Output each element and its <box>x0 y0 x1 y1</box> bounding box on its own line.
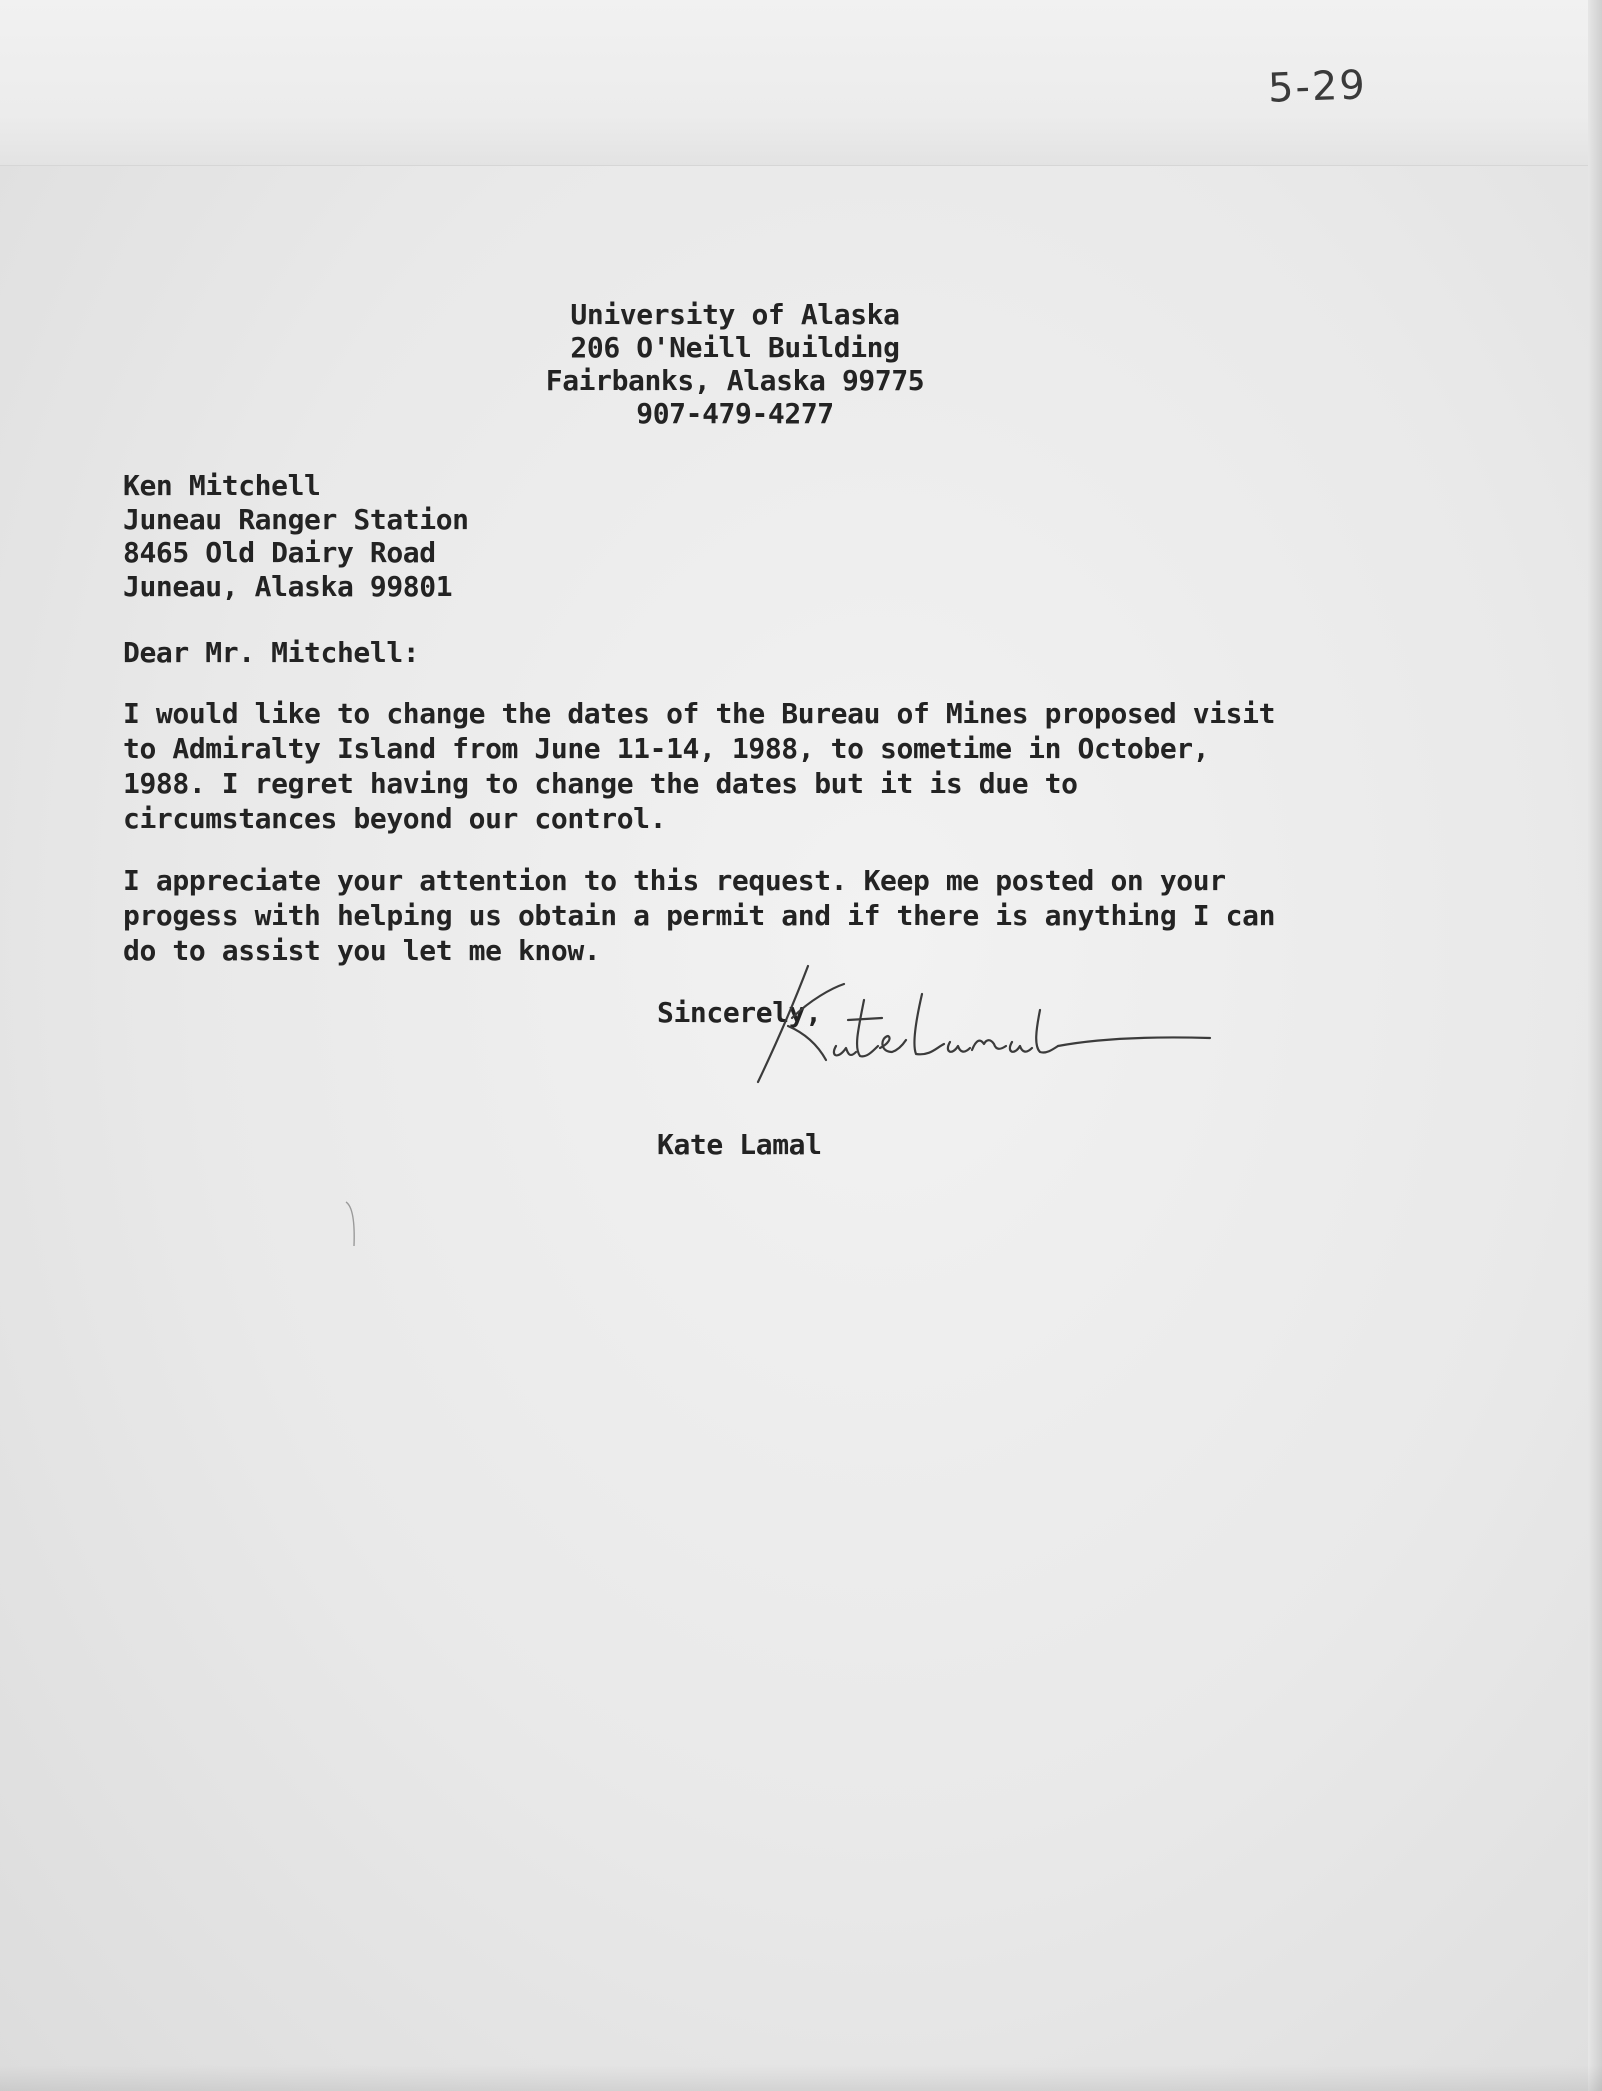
letterhead-building: 206 O'Neill Building <box>570 331 900 364</box>
recipient-office: Juneau Ranger Station <box>123 502 469 536</box>
recipient-name: Ken Mitchell <box>123 469 321 502</box>
body-line: 1988. I regret having to change the dates but it is due to <box>123 767 1078 800</box>
salutation: Dear Mr. Mitchell: <box>123 636 420 669</box>
letterhead <box>500 298 970 430</box>
recipient-street: 8465 Old Dairy Road <box>123 536 436 569</box>
scan-right-edge <box>1588 0 1602 2091</box>
body-line: I appreciate your attention to this request. Keep me posted on your <box>123 864 1226 897</box>
paper-scuff-mark <box>345 1200 357 1248</box>
scan-bottom-shadow <box>0 2065 1602 2091</box>
recipient-city: Juneau, Alaska 99801 <box>123 569 453 603</box>
body-line: progess with helping us obtain a permit and if there is anything I can <box>123 899 1276 932</box>
body-paragraph-1 <box>123 696 1323 836</box>
letterhead-phone: 907-479-4277 <box>636 397 834 430</box>
body-line: circumstances beyond our control. <box>123 802 667 835</box>
body-line: I would like to change the dates of the Bureau of Mines proposed visit <box>123 697 1276 730</box>
handwritten-signature <box>740 960 1260 1100</box>
letterhead-institution: University of Alaska <box>570 298 900 331</box>
body-line: to Admiralty Island from June 11-14, 1988, to sometime in October, <box>123 732 1210 765</box>
body-line: do to assist you let me know. <box>123 934 601 967</box>
signature-name: Kate Lamal <box>657 1128 822 1161</box>
body-paragraph-2 <box>123 863 1323 968</box>
letterhead-city: Fairbanks, Alaska 99775 <box>545 364 925 397</box>
handwritten-page-mark: 5-29 <box>1267 62 1368 112</box>
recipient-address <box>123 469 469 603</box>
closing: Sincerely, <box>657 996 822 1029</box>
